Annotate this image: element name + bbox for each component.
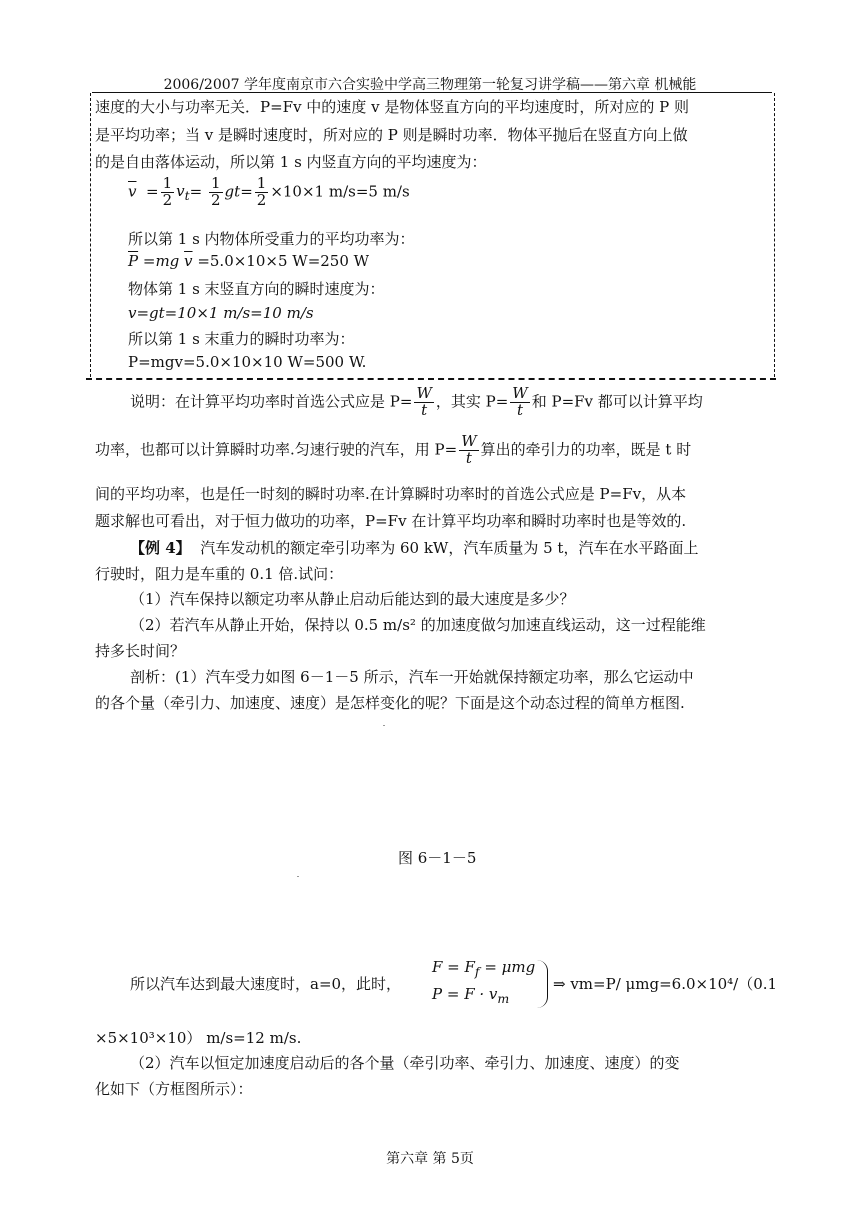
box-line-7: 物体第 1 s 末竖直方向的瞬时速度为： (128, 280, 385, 298)
part-2-line-2: 化如下（方框图所示）： (95, 1080, 253, 1098)
figure-caption: 图 6－1－5 (398, 849, 477, 867)
equation-instant-power: P=mgv=5.0×10×10 W=500 W. (128, 353, 367, 371)
note-line-4: 题求解也可看出，对于恒力做功的功率，P=Fv 在计算平均功率和瞬时功率时也是等效的. (95, 512, 687, 530)
analysis-line-1: 剖析：(1）汽车受力如图 6－1－5 所示，汽车一开始就保持额定功率，那么它运动中 (130, 668, 694, 686)
box-line-2: 是平均功率；当 v 是瞬时速度时，所对应的 P 则是瞬时功率．物体平抛后在竖直方向上做 (95, 126, 688, 144)
eq1-tail: ×10×1 m/s=5 m/s (270, 182, 410, 201)
solution-line-2: ×5×10³×10） m/s=12 m/s. (95, 1029, 302, 1047)
note-line-2: 功率，也都可以计算瞬时功率.匀速行驶的汽车，用 P= $\frac{W}{t}$ 算出的牵引力的功率，既是 t 时 (95, 432, 692, 467)
equation-average-power: $\overline{P} =mg$ $\overline{v} =5.0\times 10\times 5$ W=250 W (128, 252, 370, 270)
result-max-velocity: ⇒ vm=P/ μmg=6.0×10⁴/（0.1 (553, 975, 778, 993)
question-2-a: （2）若汽车从静止开始，保持以 0.5 m/s² 的加速度做匀加速直线运动，这一过程能维 (130, 616, 706, 634)
box-line-1: 速度的大小与功率无关．P=Fv 中的速度 v 是物体竖直方向的平均速度时，所对应的 P 则 (95, 98, 689, 116)
box-line-5: 所以第 1 s 内物体所受重力的平均功率为： (128, 230, 415, 248)
solution-line-1: 所以汽车达到最大速度时，a=0，此时， (130, 975, 402, 993)
right-brace (537, 960, 548, 1008)
equation-instant-velocity: v=gt=10×1 m/s=10 m/s (128, 304, 314, 322)
example-4-line-1: 【例 4】 汽车发动机的额定牵引功率为 60 kW，汽车质量为 5 t，汽车在水平路面上 (130, 539, 699, 557)
figure-placeholder-dot-2 (297, 876, 299, 877)
figure-placeholder-dot (383, 725, 385, 726)
box-bottom-border (86, 378, 776, 380)
page-footer: 第六章 第 5页 (386, 1151, 474, 1167)
eq2-tail: =5.0×10×5 W=250 W (197, 252, 370, 270)
question-2-b: 持多长时间？ (95, 642, 186, 660)
note-line-1: 说明：在计算平均功率时首选公式应是 P= $\frac{W}{t}$ ，其实 P= $\frac{W}{t}$ 和 P=Fv 都可以计算平均 (130, 384, 703, 419)
analysis-line-2: 的各个量（牵引力、加速度、速度）是怎样变化的呢？下面是这个动态过程的简单方框图. (95, 694, 685, 712)
page-header: 2006/2007 学年度南京市六合实验中学高三物理第一轮复习讲学稿——第六章 机械能 (163, 77, 697, 93)
equation-force-balance: $F = F_f = \mu mg$ (432, 958, 536, 979)
box-line-9: 所以第 1 s 末重力的瞬时功率为： (128, 330, 355, 348)
question-1: （1）汽车保持以额定功率从静止启动后能达到的最大速度是多少？ (130, 590, 575, 608)
box-line-3: 的是自由落体运动，所以第 1 s 内竖直方向的平均速度为： (95, 153, 487, 171)
example-4-line-2: 行驶时，阻力是车重的 0.1 倍.试问： (95, 565, 344, 583)
equation-power: $P = F \cdot v_m$ (432, 985, 510, 1006)
example-label: 【例 4】 (130, 539, 191, 557)
note-line-3: 间的平均功率，也是任一时刻的瞬时功率.在计算瞬时功率时的首选公式应是 P=Fv，从本 (95, 485, 687, 503)
part-2-line-1: （2）汽车以恒定加速度启动后的各个量（牵引功率、牵引力、加速度、速度）的变 (130, 1054, 680, 1072)
equation-average-velocity: $\overline{v}$ = $\frac{1}{2}$ $v_t=$ $\frac{1}{2}$ gt= $\frac{1}{2}$ ×10×1 m/s=5 m/s (128, 174, 410, 209)
